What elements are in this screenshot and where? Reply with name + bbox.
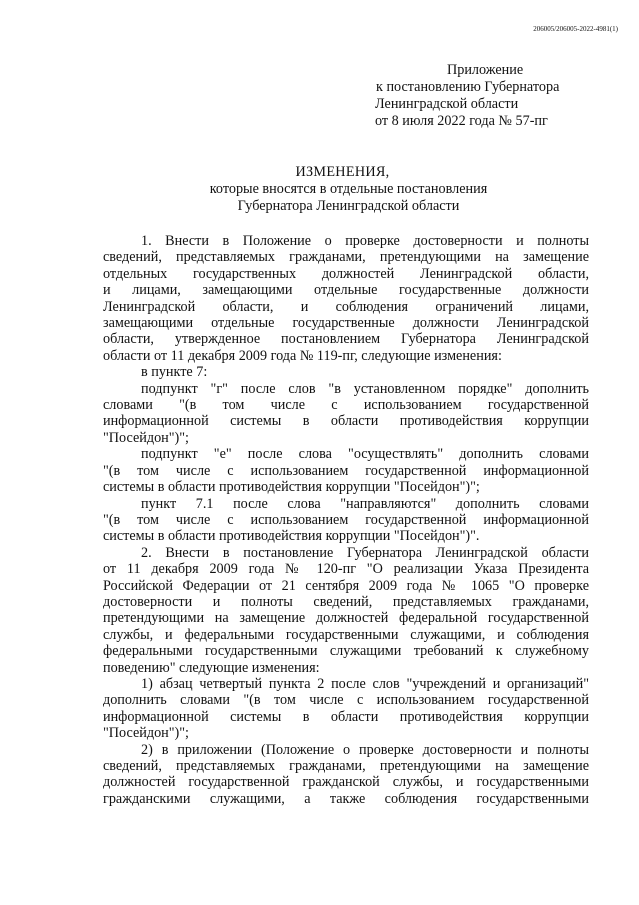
paragraph-2a bbox=[103, 676, 589, 742]
document-body bbox=[103, 233, 589, 807]
text-line: 2) в приложении (Положение о проверке достоверности и полноты bbox=[141, 741, 589, 758]
text-line: дополнить словами "(в том числе с использованием государственной bbox=[103, 692, 589, 709]
text-line: и лицами, замещающими отдельные государственные должности bbox=[103, 282, 589, 299]
text-line: "Посейдон")"; bbox=[103, 429, 189, 446]
text-line: в пункте 7: bbox=[141, 364, 208, 381]
text-line: системы в области противодействия коррупции "Посейдон")"; bbox=[103, 479, 480, 496]
text-line: службы, и федеральными государственными служащими, и соблюдения bbox=[103, 626, 589, 643]
text-line: 1) абзац четвертый пункта 2 после слов "учреждений и организаций" bbox=[141, 675, 589, 692]
text-line: области от 11 декабря 2009 года № 119-пг, следующие изменения: bbox=[103, 347, 502, 364]
text-line: Российской Федерации от 21 сентября 2009 года № 1065 "О проверке bbox=[103, 577, 589, 594]
paragraph-2b bbox=[103, 742, 589, 808]
text-line: "(в том числе с использованием государственной информационной bbox=[103, 462, 589, 479]
text-line: замещающими отдельные государственные должности Ленинградской bbox=[103, 315, 589, 332]
text-line: информационной системы в области противодействия коррупции bbox=[103, 413, 589, 430]
text-line: от 11 декабря 2009 года № 120-пг "О реализации Указа Президента bbox=[103, 561, 589, 578]
paragraph-1 bbox=[103, 233, 589, 364]
title-subtitle: которые вносятся в отдельные постановления bbox=[209, 181, 488, 197]
text-line: поведению" следующие изменения: bbox=[103, 659, 320, 676]
paragraph-1c bbox=[103, 446, 589, 495]
text-line: 2. Внести в постановление Губернатора Ленинградской области bbox=[141, 544, 589, 561]
paragraph-1a bbox=[103, 364, 589, 380]
text-line: федеральными государственными служащими требований к служебному bbox=[103, 643, 589, 660]
text-line: словами "(в том числе с использованием государственной bbox=[103, 397, 589, 414]
text-line: достоверности и полноты сведений, представляемых гражданами, bbox=[103, 593, 589, 610]
text-line: подпункт "е" после слова "осуществлять" дополнить словами bbox=[141, 446, 589, 463]
text-line: пункт 7.1 после слова "направляются" дополнить словами bbox=[141, 495, 589, 512]
document-id: 206005/206005-2022-4981(1) bbox=[533, 25, 618, 33]
appendix-line: от 8 июля 2022 года № 57-пг bbox=[375, 113, 548, 129]
text-line: "(в том числе с использованием государственной информационной bbox=[103, 511, 589, 528]
text-line: подпункт "г" после слов "в установленном порядке" дополнить bbox=[141, 380, 589, 397]
appendix-line: к постановлению Губернатора bbox=[376, 79, 560, 95]
text-line: гражданскими служащими, а также соблюдения государственными bbox=[103, 790, 589, 807]
text-line: области, утвержденное постановлением Губернатора Ленинградской bbox=[103, 331, 589, 348]
text-line: 1. Внести в Положение о проверке достоверности и полноты bbox=[141, 233, 589, 249]
text-line: системы в области противодействия коррупции "Посейдон")". bbox=[103, 528, 480, 545]
paragraph-1b bbox=[103, 381, 589, 447]
text-line: "Посейдон")"; bbox=[103, 725, 189, 742]
text-line: сведений, представляемых гражданами, претендующими на замещение bbox=[103, 758, 589, 774]
appendix-line: Ленинградской области bbox=[375, 96, 519, 112]
document-title bbox=[0, 164, 639, 215]
title-subtitle: Губернатора Ленинградской области bbox=[237, 198, 460, 214]
text-line: информационной системы в области противодействия коррупции bbox=[103, 708, 589, 725]
title-heading: ИЗМЕНЕНИЯ, bbox=[295, 164, 390, 180]
text-line: отдельных государственных должностей Ленинградской области, bbox=[103, 265, 589, 282]
text-line: должностей государственной гражданской службы, и государственными bbox=[103, 774, 589, 791]
appendix-line: Приложение bbox=[447, 62, 524, 78]
paragraph-2 bbox=[103, 545, 589, 676]
appendix-block bbox=[372, 62, 602, 130]
text-line: Ленинградской области, и соблюдения ограничений лицами, bbox=[103, 298, 589, 315]
paragraph-1d bbox=[103, 496, 589, 545]
text-line: претендующими на замещение должностей федеральной государственной bbox=[103, 610, 589, 627]
text-line: сведений, представляемых гражданами, претендующими на замещение bbox=[103, 249, 589, 266]
